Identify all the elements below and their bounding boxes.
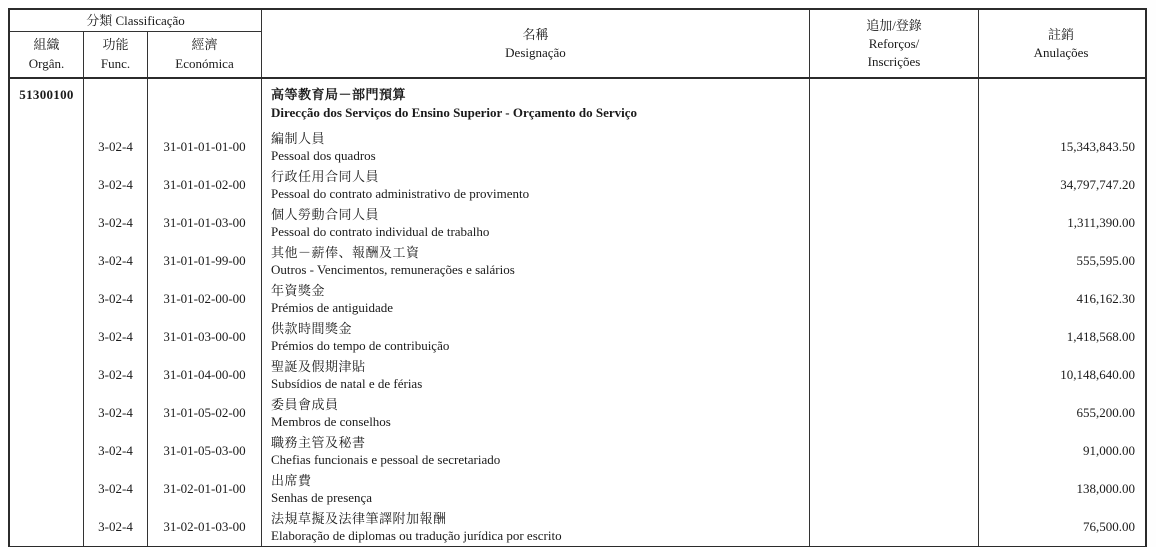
- anulacoes-amount: 1,311,390.00: [1067, 215, 1135, 230]
- orgao-cell: [10, 242, 84, 280]
- designation-cell: [262, 470, 810, 508]
- orgao-cell: [10, 280, 84, 318]
- designation-zh: 職務主管及秘書: [271, 435, 366, 450]
- econ-code: 31-01-01-01-00: [148, 128, 262, 166]
- designation-zh: 出席費: [271, 473, 312, 488]
- designation-pt: Pessoal do contrato administrativo de provimento: [271, 186, 530, 201]
- col-header-anulacoes-zh: 註銷: [1047, 26, 1074, 42]
- reforcos-cell: [810, 356, 979, 394]
- econ-code: 31-01-05-03-00: [148, 432, 262, 470]
- col-header-designacao-pt: Designação: [505, 44, 566, 60]
- col-header-reforcos-pt2: Inscrições: [867, 53, 921, 69]
- col-header-classification: 分類 Classificação: [10, 10, 262, 32]
- orgao-cell: [10, 470, 84, 508]
- designation-cell: [262, 394, 810, 432]
- col-header-designacao: [262, 10, 810, 77]
- func-code: 3-02-4: [84, 242, 148, 280]
- section-title-zh: 高等教育局－部門預算: [271, 87, 407, 102]
- func-code: 3-02-4: [84, 470, 148, 508]
- designation-zh: 法規草擬及法律筆譯附加報酬: [271, 511, 447, 526]
- anulacoes-amount: 655,200.00: [1076, 405, 1135, 420]
- designation-zh: 個人勞動合同人員: [271, 207, 380, 222]
- designation-pt: Elaboração de diplomas ou tradução jurídica por escrito: [271, 528, 562, 543]
- func-code: 3-02-4: [84, 318, 148, 356]
- func-code: 3-02-4: [84, 432, 148, 470]
- orgao-cell: [10, 394, 84, 432]
- designation-cell: [262, 204, 810, 242]
- orgao-cell: [10, 356, 84, 394]
- econ-code: 31-01-03-00-00: [148, 318, 262, 356]
- designation-pt: Membros de conselhos: [271, 414, 391, 429]
- col-header-orgao-zh: 組織: [33, 37, 60, 52]
- col-header-orgao: [10, 32, 84, 77]
- designation-cell: [262, 432, 810, 470]
- anulacoes-amount: 15,343,843.50: [1060, 139, 1135, 154]
- func-code: 3-02-4: [84, 128, 148, 166]
- col-header-funcao-zh: 功能: [102, 37, 129, 52]
- col-header-reforcos-zh: 追加/登錄: [866, 17, 922, 33]
- col-header-funcao: [84, 32, 148, 77]
- func-code: 3-02-4: [84, 204, 148, 242]
- col-header-reforcos-pt1: Reforços/: [868, 35, 920, 51]
- econ-code: 31-01-01-99-00: [148, 242, 262, 280]
- col-header-funcao-pt: Func.: [100, 56, 131, 71]
- org-code: 51300100: [10, 79, 84, 128]
- designation-cell: [262, 242, 810, 280]
- empty-cell: [148, 79, 262, 128]
- anulacoes-amount: 555,595.00: [1076, 253, 1135, 268]
- anulacoes-amount: 76,500.00: [1083, 519, 1135, 534]
- designation-cell: [262, 128, 810, 166]
- anulacoes-amount: 91,000.00: [1083, 443, 1135, 458]
- section-title: [262, 79, 810, 128]
- col-header-reforcos: [810, 10, 979, 77]
- anulacoes-amount: 34,797,747.20: [1060, 177, 1135, 192]
- econ-code: 31-01-02-00-00: [148, 280, 262, 318]
- col-header-orgao-pt: Orgân.: [28, 56, 65, 71]
- designation-pt: Prémios do tempo de contribuição: [271, 338, 450, 353]
- designation-pt: Pessoal do contrato individual de trabalho: [271, 224, 490, 239]
- orgao-cell: [10, 128, 84, 166]
- reforcos-cell: [810, 508, 979, 546]
- designation-cell: [262, 318, 810, 356]
- anulacoes-amount: 1,418,568.00: [1066, 329, 1135, 344]
- col-header-economica-zh: 經濟: [191, 37, 218, 52]
- designation-cell: [262, 280, 810, 318]
- designation-pt: Pessoal dos quadros: [271, 148, 376, 163]
- orgao-cell: [10, 432, 84, 470]
- designation-zh: 行政任用合同人員: [271, 169, 380, 184]
- designation-pt: Senhas de presença: [271, 490, 373, 505]
- reforcos-cell: [810, 394, 979, 432]
- func-code: 3-02-4: [84, 508, 148, 546]
- orgao-cell: [10, 318, 84, 356]
- reforcos-cell: [810, 204, 979, 242]
- budget-table: [8, 8, 1147, 547]
- econ-code: 31-02-01-03-00: [148, 508, 262, 546]
- func-code: 3-02-4: [84, 356, 148, 394]
- orgao-cell: [10, 166, 84, 204]
- section-title-pt: Direcção dos Serviços do Ensino Superior - Orçamento do Serviço: [271, 105, 638, 120]
- col-header-designacao-zh: 名稱: [522, 26, 549, 42]
- designation-zh: 編制人員: [271, 131, 326, 146]
- orgao-cell: [10, 204, 84, 242]
- designation-cell: [262, 356, 810, 394]
- designation-pt: Subsídios de natal e de férias: [271, 376, 423, 391]
- col-header-economica-pt: Económica: [175, 56, 234, 71]
- reforcos-cell: [810, 318, 979, 356]
- designation-pt: Chefias funcionais e pessoal de secretariado: [271, 452, 501, 467]
- designation-cell: [262, 166, 810, 204]
- designation-zh: 其他－薪俸、報酬及工資: [271, 245, 420, 260]
- econ-code: 31-01-01-03-00: [148, 204, 262, 242]
- reforcos-cell: [810, 432, 979, 470]
- orgao-cell: [10, 508, 84, 546]
- anulacoes-amount: 10,148,640.00: [1060, 367, 1135, 382]
- reforcos-cell: [810, 280, 979, 318]
- designation-zh: 供款時間獎金: [271, 321, 353, 336]
- col-header-economica: [148, 32, 262, 77]
- designation-zh: 委員會成員: [271, 397, 339, 412]
- func-code: 3-02-4: [84, 166, 148, 204]
- table-body: [10, 79, 1145, 546]
- designation-zh: 聖誕及假期津貼: [271, 359, 366, 374]
- econ-code: 31-01-04-00-00: [148, 356, 262, 394]
- econ-code: 31-02-01-01-00: [148, 470, 262, 508]
- designation-cell: [262, 508, 810, 546]
- econ-code: 31-01-01-02-00: [148, 166, 262, 204]
- reforcos-cell: [810, 242, 979, 280]
- reforcos-cell: [810, 166, 979, 204]
- econ-code: 31-01-05-02-00: [148, 394, 262, 432]
- reforcos-cell: [810, 470, 979, 508]
- reforcos-cell: [810, 128, 979, 166]
- func-code: 3-02-4: [84, 394, 148, 432]
- col-header-anulacoes: [979, 10, 1143, 77]
- table-header: [10, 10, 1145, 79]
- func-code: 3-02-4: [84, 280, 148, 318]
- anulacoes-amount: 138,000.00: [1076, 481, 1135, 496]
- empty-cell: [84, 79, 148, 128]
- col-header-anulacoes-pt: Anulações: [1033, 44, 1089, 60]
- designation-zh: 年資獎金: [271, 283, 326, 298]
- anulacoes-amount: 416,162.30: [1076, 291, 1135, 306]
- designation-pt: Prémios de antiguidade: [271, 300, 394, 315]
- empty-cell: [979, 79, 1143, 128]
- designation-pt: Outros - Vencimentos, remunerações e salários: [271, 262, 515, 277]
- empty-cell: [810, 79, 979, 128]
